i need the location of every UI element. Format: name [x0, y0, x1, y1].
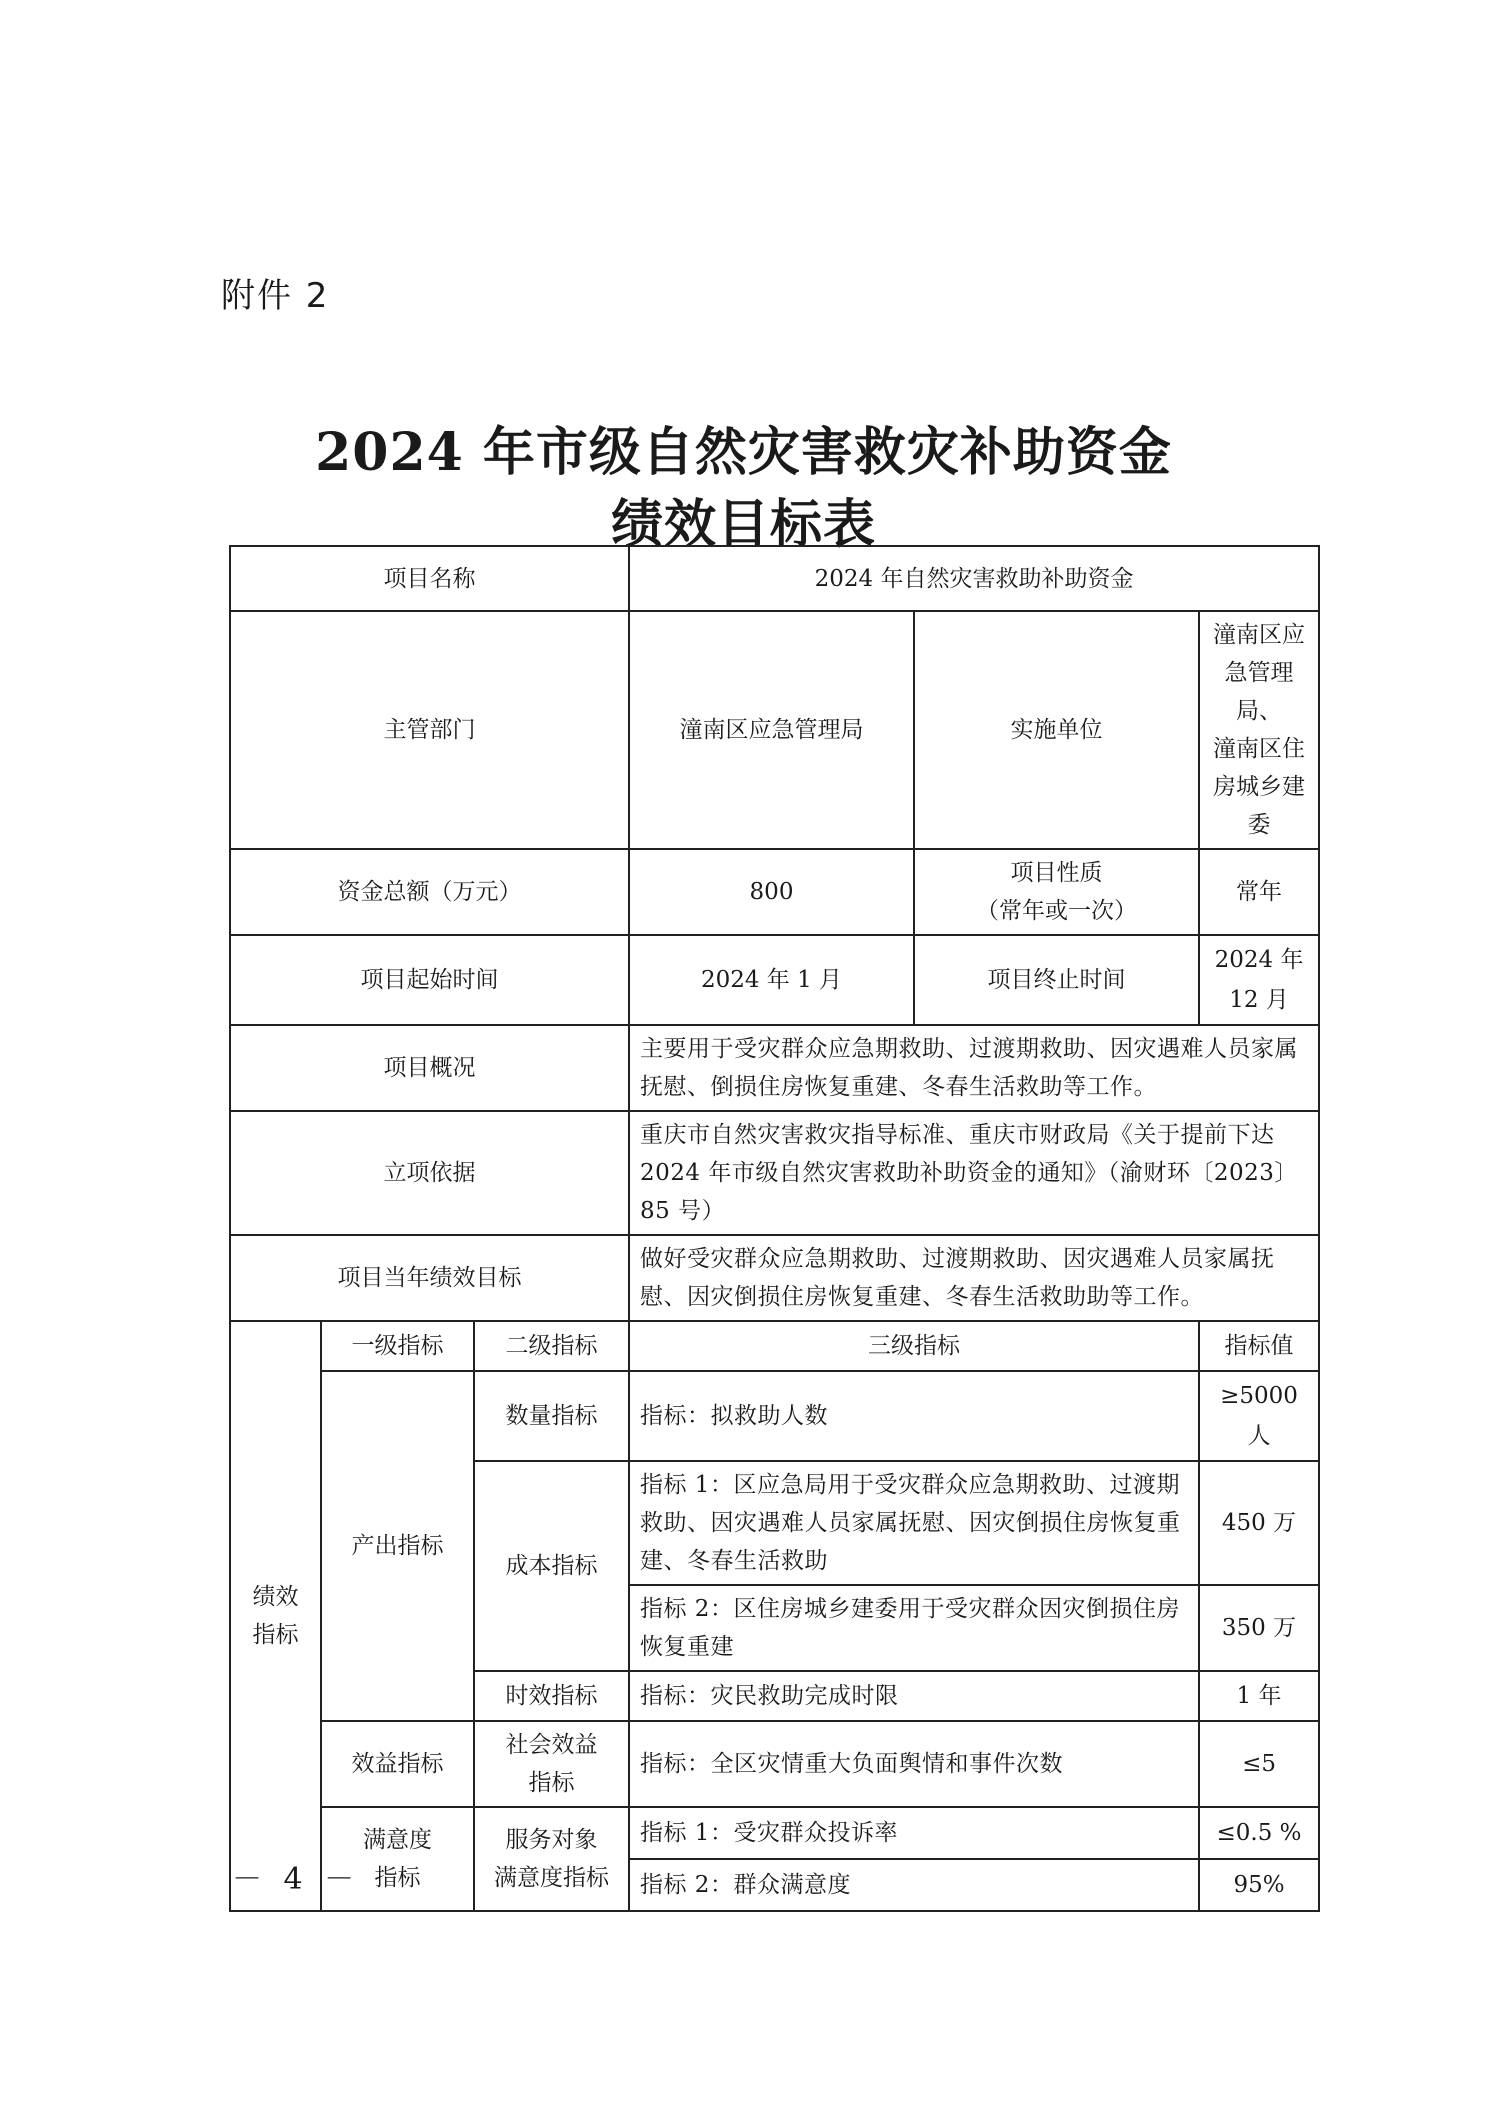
- document-title-line1: 2024 年市级自然灾害救灾补助资金: [315, 422, 1172, 483]
- project-name-value: 2024 年自然灾害救助补助资金: [629, 546, 1319, 611]
- quantity-value: ≥5000 人: [1199, 1371, 1319, 1461]
- indicators-section-line2: 指标: [252, 1622, 299, 1648]
- fund-value: 800: [629, 849, 914, 935]
- header-level1: 一级指标: [321, 1321, 474, 1371]
- benefit-level2-line2: 指标: [528, 1770, 575, 1796]
- overview-label: 项目概况: [230, 1025, 629, 1111]
- satisfaction-item2-level3: 指标 2：群众满意度: [629, 1859, 1199, 1911]
- benefit-level3: 指标：全区灾情重大负面舆情和事件次数: [629, 1721, 1199, 1807]
- satisfaction-level2-line2: 满意度指标: [494, 1865, 609, 1891]
- cost-item2-value: 350 万: [1199, 1585, 1319, 1671]
- nature-label: [914, 849, 1199, 935]
- impl-value: [1199, 611, 1319, 849]
- page-number: － 4 －: [232, 1862, 361, 1897]
- benefit-level2: [474, 1721, 629, 1807]
- header-level2: 二级指标: [474, 1321, 629, 1371]
- satisfaction-item1-value: ≤0.5 %: [1199, 1807, 1319, 1859]
- impl-value-line2: 潼南区住房城乡建委: [1213, 736, 1306, 838]
- satisfaction-level1-line2: 指标: [374, 1865, 421, 1891]
- document-title-line2: 绩效目标表: [610, 494, 876, 555]
- basis-value: 重庆市自然灾害救灾指导标准、重庆市财政局《关于提前下达 2024 年市级自然灾害救助补助资金的通知》（渝财环〔2023〕85 号）: [629, 1111, 1319, 1235]
- header-value: 指标值: [1199, 1321, 1319, 1371]
- cost-item2-level3: 指标 2：区住房城乡建委用于受灾群众因灾倒损住房恢复重建: [629, 1585, 1199, 1671]
- satisfaction-item1-level3: 指标 1：受灾群众投诉率: [629, 1807, 1199, 1859]
- project-name-label: 项目名称: [230, 546, 629, 611]
- dept-value: 潼南区应急管理局: [629, 611, 914, 849]
- basis-label: 立项依据: [230, 1111, 629, 1235]
- satisfaction-level1-line1: 满意度: [363, 1827, 432, 1853]
- end-label: 项目终止时间: [914, 935, 1199, 1025]
- attachment-label: 附件 2: [221, 276, 330, 316]
- nature-label-line1: 项目性质: [1010, 860, 1103, 886]
- header-level3: 三级指标: [629, 1321, 1199, 1371]
- quantity-level2: 数量指标: [474, 1371, 629, 1461]
- benefit-level1: 效益指标: [321, 1721, 474, 1807]
- performance-target-table: [229, 545, 1320, 1912]
- end-value: 2024 年 12 月: [1199, 935, 1319, 1025]
- goal-value: 做好受灾群众应急期救助、过渡期救助、因灾遇难人员家属抚慰、因灾倒损住房恢复重建、冬春生活救助助等工作。: [629, 1235, 1319, 1321]
- satisfaction-level2: [474, 1807, 629, 1911]
- output-level1: 产出指标: [321, 1371, 474, 1721]
- quantity-level3: 指标：拟救助人数: [629, 1371, 1199, 1461]
- cost-item1-value: 450 万: [1199, 1461, 1319, 1585]
- cost-item1-level3: 指标 1：区应急局用于受灾群众应急期救助、过渡期救助、因灾遇难人员家属抚慰、因灾倒损住房恢复重建、冬春生活救助: [629, 1461, 1199, 1585]
- nature-label-line2: （常年或一次）: [976, 898, 1137, 924]
- timeliness-level2: 时效指标: [474, 1671, 629, 1721]
- goal-label: 项目当年绩效目标: [230, 1235, 629, 1321]
- indicators-section-label: [230, 1321, 321, 1911]
- timeliness-value: 1 年: [1199, 1671, 1319, 1721]
- timeliness-level3: 指标：灾民救助完成时限: [629, 1671, 1199, 1721]
- satisfaction-level2-line1: 服务对象: [505, 1827, 598, 1853]
- impl-value-line1: 潼南区应急管理局、: [1213, 622, 1306, 724]
- cost-level2: 成本指标: [474, 1461, 629, 1671]
- impl-label: 实施单位: [914, 611, 1199, 849]
- satisfaction-item2-value: 95%: [1199, 1859, 1319, 1911]
- dept-label: 主管部门: [230, 611, 629, 849]
- benefit-level2-line1: 社会效益: [505, 1732, 598, 1758]
- indicators-section-line1: 绩效: [252, 1584, 299, 1610]
- start-value: 2024 年 1 月: [629, 935, 914, 1025]
- fund-label: 资金总额（万元）: [230, 849, 629, 935]
- start-label: 项目起始时间: [230, 935, 629, 1025]
- benefit-value: ≤5: [1199, 1721, 1319, 1807]
- overview-value: 主要用于受灾群众应急期救助、过渡期救助、因灾遇难人员家属抚慰、倒损住房恢复重建、冬春生活救助等工作。: [629, 1025, 1319, 1111]
- nature-value: 常年: [1199, 849, 1319, 935]
